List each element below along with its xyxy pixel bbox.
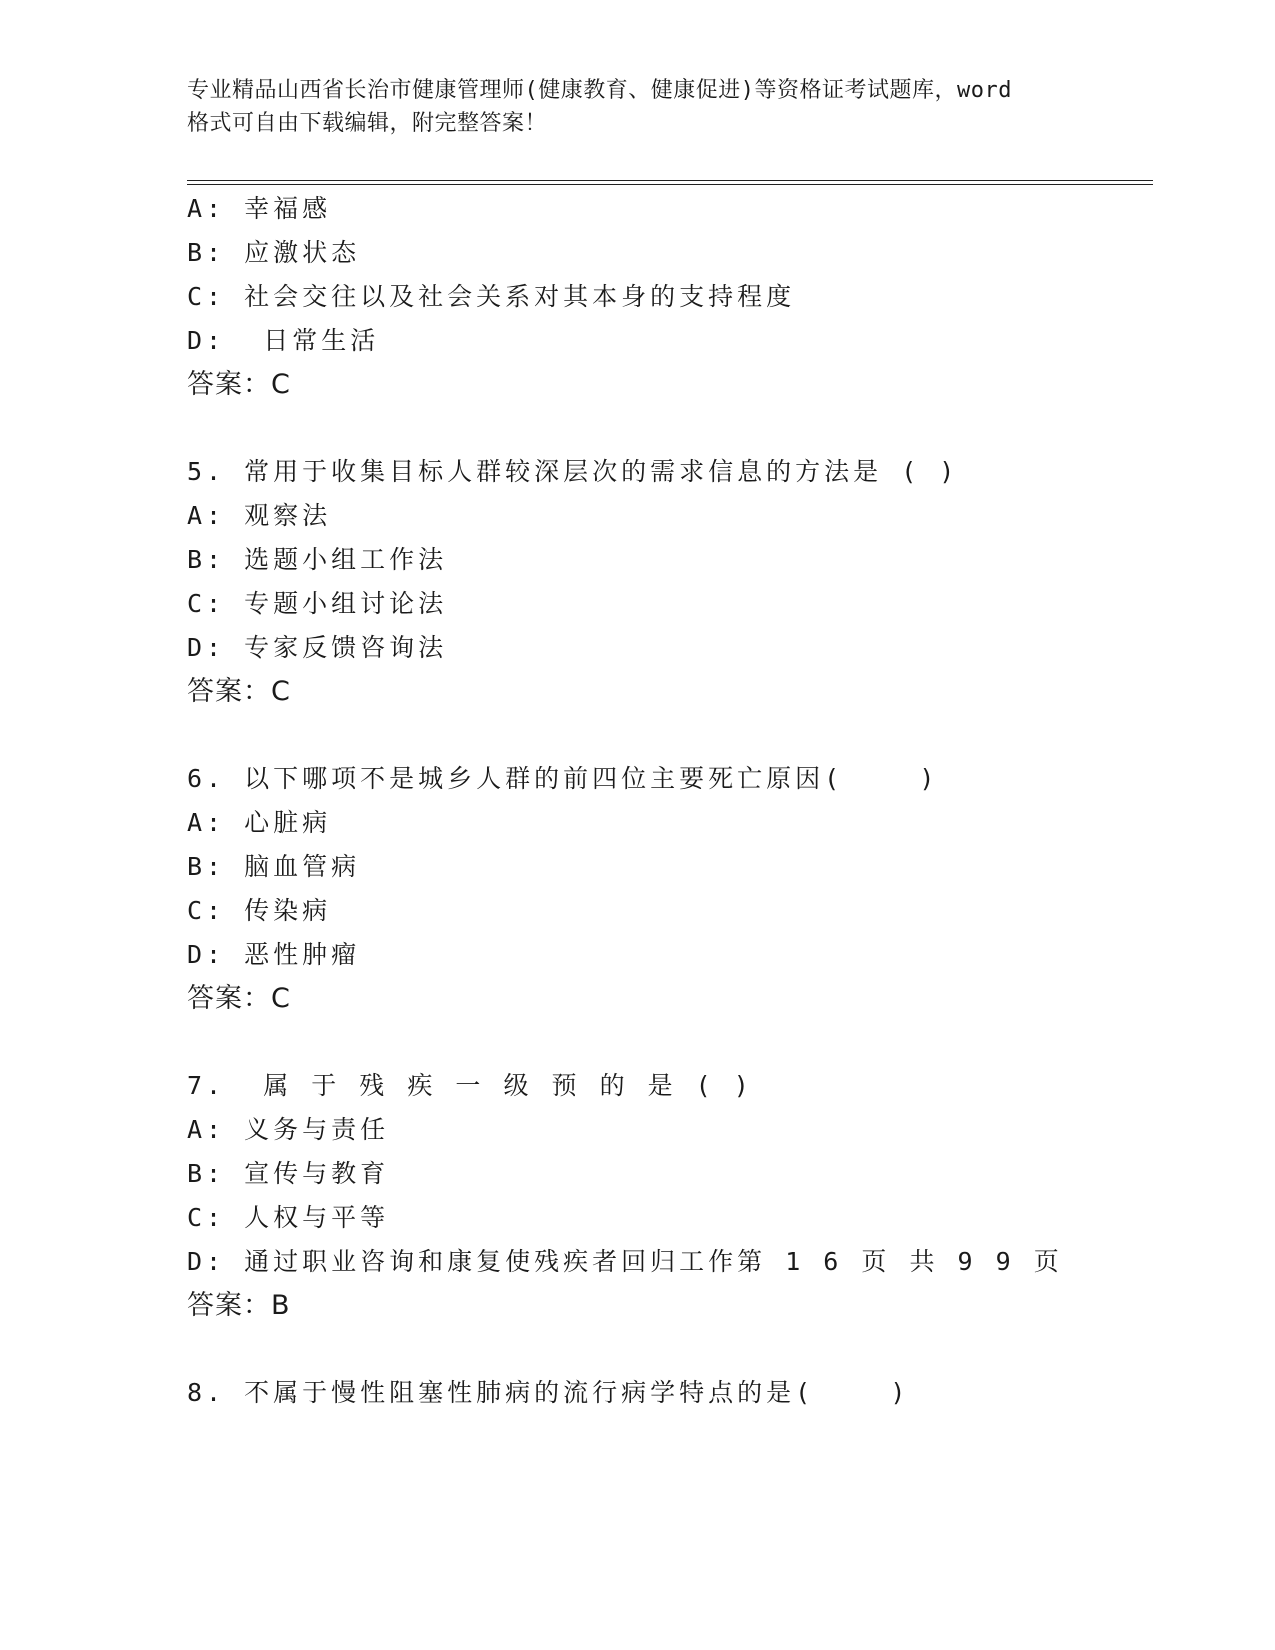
q6-option-c: C: 传染病 [187, 896, 332, 925]
q7-answer: 答案：B [187, 1290, 291, 1321]
q7-option-c: C: 人权与平等 [187, 1203, 390, 1232]
q6-option-d: D: 恶性肿瘤 [187, 940, 361, 969]
q4-option-a: A: 幸福感 [187, 194, 332, 223]
q5-option-c: C: 专题小组讨论法 [187, 589, 448, 618]
q7-option-b: B: 宣传与教育 [187, 1159, 390, 1188]
q6-option-a: A: 心脏病 [187, 808, 332, 837]
q6-question: 6. 以下哪项不是城乡人群的前四位主要死亡原因( ) [187, 764, 939, 793]
q5-answer: 答案：C [187, 676, 291, 707]
q5-option-b: B: 选题小组工作法 [187, 545, 448, 574]
q6-answer: 答案：C [187, 983, 291, 1014]
q7-question: 7. 属 于 残 疾 一 级 预 的 是 ( ) [187, 1071, 753, 1100]
header-divider-bottom [187, 184, 1153, 185]
header-divider-top [187, 180, 1153, 181]
header-line-1: 专业精品山西省长治市健康管理师(健康教育、健康促进)等资格证考试题库，word [187, 78, 1012, 103]
q8-question: 8. 不属于慢性阻塞性肺病的流行病学特点的是( ) [187, 1378, 910, 1407]
q7-option-d: D: 通过职业咨询和康复使残疾者回归工作第 1 6 页 共 9 9 页 [187, 1247, 1063, 1276]
q6-option-b: B: 脑血管病 [187, 852, 361, 881]
header-line-2: 格式可自由下载编辑，附完整答案！ [187, 111, 548, 136]
q4-option-c: C: 社会交往以及社会关系对其本身的支持程度 [187, 282, 796, 311]
q5-option-a: A: 观察法 [187, 501, 332, 530]
q5-question: 5. 常用于收集目标人群较深层次的需求信息的方法是 ( ) [187, 457, 959, 486]
q4-answer: 答案：C [187, 369, 291, 400]
q5-option-d: D: 专家反馈咨询法 [187, 633, 448, 662]
q7-option-a: A: 义务与责任 [187, 1115, 390, 1144]
document-header [187, 74, 1087, 140]
q4-option-b: B: 应激状态 [187, 238, 361, 267]
q4-option-d: D: 日常生活 [187, 326, 380, 355]
